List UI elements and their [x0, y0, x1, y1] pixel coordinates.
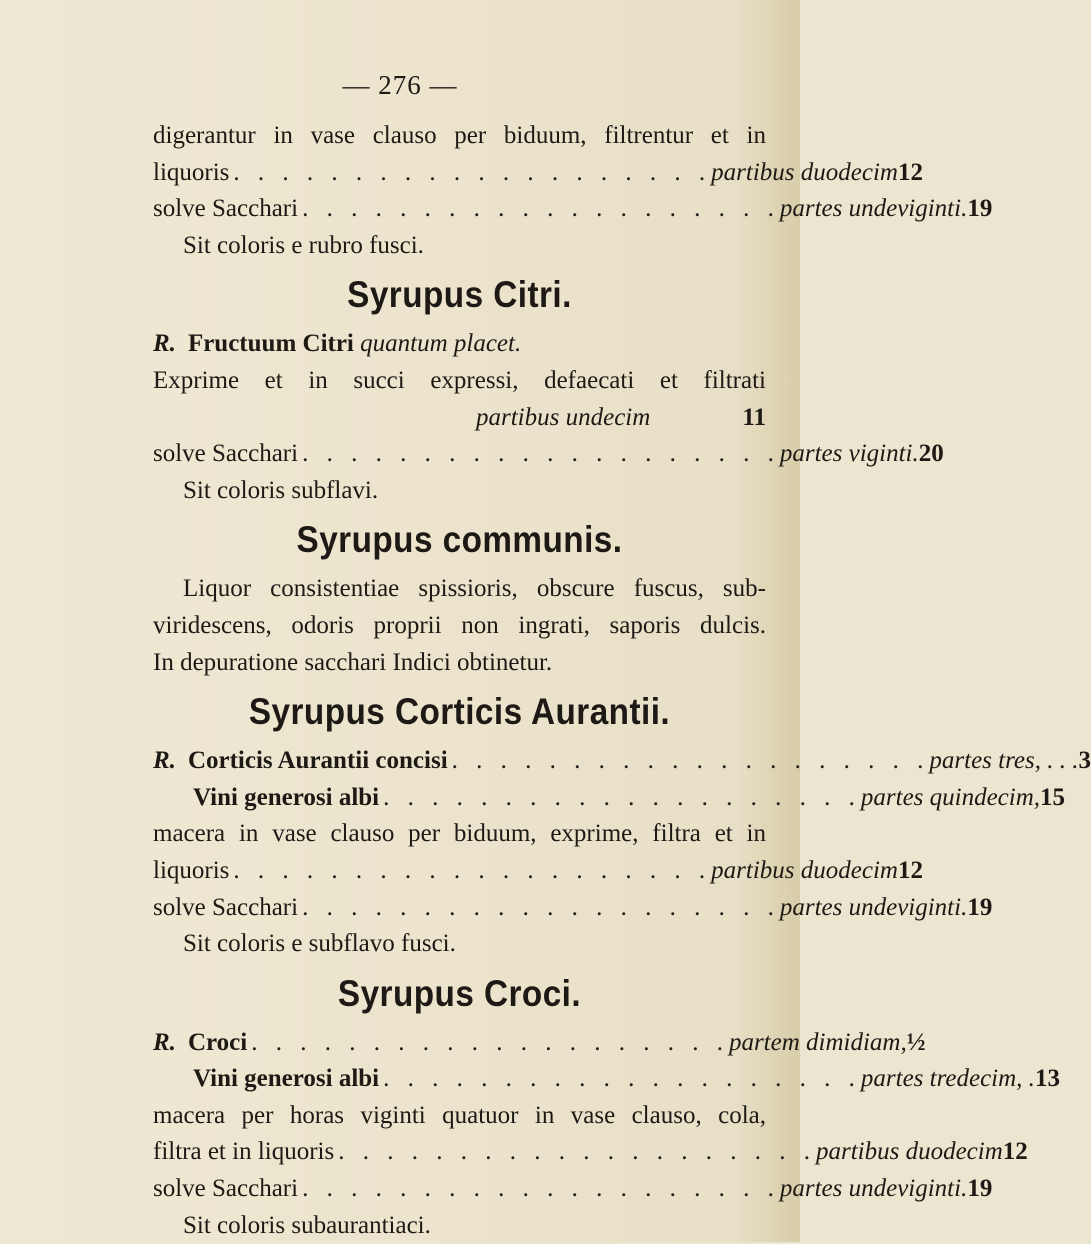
text-line: Liquor consistentiae spissioris, obscure fuscus, sub- [183, 575, 766, 603]
section-title: Syrupus Croci. [337, 972, 582, 1014]
section-title: Syrupus Citri. [347, 274, 572, 316]
row-number: 12 [897, 856, 923, 884]
leader-dots: . . . . . . . . . . . . . . . . . . . . [383, 1065, 861, 1093]
row-number: 11 [742, 403, 766, 431]
row-quantity: partibus undecim [476, 403, 651, 431]
row-number: 12 [1002, 1138, 1028, 1166]
recipe-row [153, 436, 944, 473]
row-label: Corticis Aurantii concisi [187, 747, 448, 775]
row-label: Croci [187, 1028, 248, 1056]
row-number: 12 [897, 158, 923, 186]
row-label: solve Sacchari [153, 440, 299, 468]
row-label: solve Sacchari [153, 1175, 299, 1203]
row-label: liquoris [153, 856, 230, 884]
row-number: 15 [1040, 783, 1066, 811]
row-number: 19 [967, 893, 993, 921]
text-column [153, 118, 1091, 1244]
row-number: 19 [967, 195, 993, 223]
leader-dots: . . . . . . . . . . . . . . . . . . . . [233, 158, 712, 186]
recipe-row [153, 743, 1091, 780]
text-line: macera in vase clauso per biduum, exprime, filtra et in [153, 820, 766, 848]
recipe-symbol: R. [153, 747, 176, 775]
recipe-row [153, 890, 993, 927]
row-quantity: partes undeviginti. [779, 893, 968, 921]
ingredient-name: Fructuum Citri [187, 330, 354, 358]
row-label: liquoris [153, 158, 230, 186]
leader-dots: . . . . . . . . . . . . . . . . . . . . [302, 1175, 780, 1203]
row-quantity: partes tres, . . . [929, 747, 1079, 775]
text-line: Sit coloris e rubro fusci. [183, 231, 424, 259]
row-label: filtra et in liquoris [153, 1138, 335, 1166]
recipe-row [153, 1025, 926, 1062]
row-quantity: partes undeviginti. [779, 1175, 968, 1203]
text-line: macera per horas viginti quatuor in vase clauso, cola, [153, 1101, 766, 1129]
text-line: Sit coloris subaurantiaci. [183, 1211, 431, 1239]
text-line: Sit coloris e subflavo fusci. [183, 930, 456, 958]
row-quantity: partibus duodecim [711, 158, 898, 186]
row-label: Vini generosi albi [193, 1065, 380, 1093]
text-line: viridescens, odoris proprii non ingrati, saporis dulcis. [153, 611, 766, 639]
row-quantity: partibus duodecim [815, 1138, 1003, 1166]
row-quantity: partes tredecim, . [860, 1065, 1035, 1093]
row-quantity: partibus duodecim [711, 856, 898, 884]
leader-dots: . . . . . . . . . . . . . . . . . . . . [233, 856, 712, 884]
section-title: Syrupus communis. [296, 519, 623, 561]
row-quantity: partem dimidiam, [728, 1028, 907, 1056]
row-number: 3 [1078, 747, 1091, 775]
recipe-row [153, 853, 923, 890]
row-number: 19 [967, 1175, 993, 1203]
ingredient-line [153, 326, 766, 363]
leader-dots: . . . . . . . . . . . . . . . . . . . . [383, 783, 861, 811]
text-line: digerantur in vase clauso per biduum, filtrentur et in [153, 122, 766, 149]
leader-dots: . . . . . . . . . . . . . . . . . . . . [251, 1028, 729, 1056]
row-label: solve Sacchari [153, 893, 299, 921]
leader-dots: . . . . . . . . . . . . . . . . . . . . [451, 747, 930, 775]
recipe-row [153, 400, 766, 437]
recipe-row [153, 191, 993, 228]
text-line: Exprime et in succi expressi, defaecati et filtrati [153, 366, 766, 394]
text-line: In depuratione sacchari Indici obtinetur. [153, 648, 553, 676]
row-number: ½ [906, 1028, 926, 1056]
leader-dots: . . . . . . . . . . . . . . . . . . . . [302, 893, 780, 921]
leader-dots: . . . . . . . . . . . . . . . . . . . . [302, 440, 780, 468]
row-quantity: partes viginti. [779, 440, 919, 468]
recipe-row [153, 1061, 1060, 1098]
text-line: Sit coloris subflavi. [183, 476, 379, 504]
row-number: 20 [918, 440, 944, 468]
section-title: Syrupus Corticis Aurantii. [248, 691, 671, 733]
recipe-row [153, 155, 923, 192]
leader-dots: . . . . . . . . . . . . . . . . . . . . [338, 1138, 816, 1166]
recipe-row [153, 780, 1066, 817]
page-number: — 276 — [342, 70, 458, 100]
row-quantity: partes quindecim, [860, 783, 1041, 811]
recipe-row [153, 1171, 993, 1208]
recipe-symbol: R. [153, 1028, 176, 1056]
row-number: 13 [1034, 1065, 1060, 1093]
recipe-symbol: R. [153, 330, 176, 358]
row-label: solve Sacchari [153, 195, 299, 223]
row-quantity: partes undeviginti. [779, 195, 968, 223]
ingredient-quantity: quantum placet. [360, 330, 522, 358]
recipe-row [153, 1134, 1028, 1171]
leader-dots: . . . . . . . . . . . . . . . . . . . . [302, 195, 780, 223]
row-label: Vini generosi albi [193, 783, 380, 811]
